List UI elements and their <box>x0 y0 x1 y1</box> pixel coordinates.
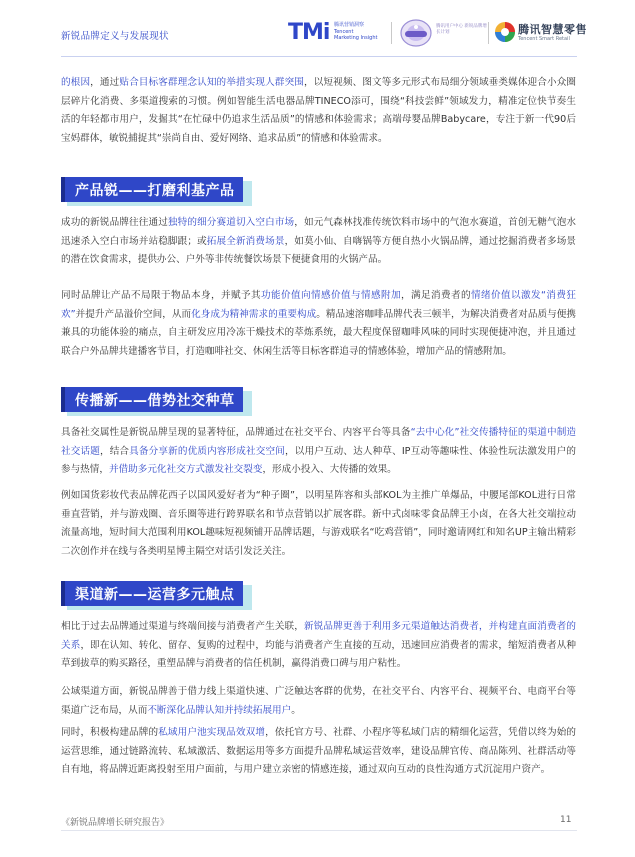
body-text: 。精品速溶咖啡品牌代表三顿半，为解决消费者对品质与便携兼具的功能体验的痛点，自主研发应用冷冻干燥技术的萃炼系统，最大程度保留咖啡风味的同时实现便捷冲泡，并且通过联合户外品牌共建播客节目，打造咖啡社交、休闲生活等目标客群追寻的情感体验，增加产品的情感附加。 <box>61 308 577 357</box>
paragraph <box>61 618 576 674</box>
body-text: 公域渠道方面，新锐品牌善于借力线上渠道快速、广泛触达客群的优势，在社交平台、内容平台、视频平台、电商平台等渠道广泛布局，从而 <box>61 686 576 716</box>
highlight-text: 功能价值向情感价值与情感附加 <box>261 290 402 301</box>
highlight-text: “去中心化”社交传播特征的渠道中制造社交话题 <box>61 427 576 457</box>
paragraph <box>61 74 576 148</box>
body-text: ，依托官方号、社群、小程序等私域门店的精细化运营，凭借以终为始的运营思维，通过链路流转、私域激活、数据运用等多方面提升品牌私域运营效率，建设品牌官传、商品陈列、社群活动等自有地，将品牌近距离投射至用户面前，与用户建立亲密的情感连接，通过双向互动的良性沟通方式沉淀用户资产。 <box>61 727 577 775</box>
smart-retail-name: 腾讯智慧零售 <box>518 23 587 36</box>
body-text: ，以用户互动、达人种草、IP互动等趣味性、体验性玩法激发用户的参与热情， <box>61 445 576 475</box>
highlight-text: 具备分享新的优质内容形成社交空间 <box>129 445 285 457</box>
paragraph <box>61 724 576 780</box>
highlight-text: 不断深化品牌认知并持续拓展用户 <box>147 704 292 716</box>
body-text: ，即在认知、转化、留存、复购的过程中，均能与消费者产生直接的互动，迅速回应消费者的需求，缩短消费者从种草到拔草的购买路径，重塑品牌与消费者的信任机制，赢得消费口碑与用户粘性。 <box>61 639 577 669</box>
section-title: 渠道新——运营多元触点 <box>75 587 235 603</box>
paragraph <box>61 214 576 270</box>
page-header <box>0 0 635 62</box>
body-text: 同时，积极构建品牌的 <box>61 727 159 738</box>
section-heading-accent <box>61 581 65 606</box>
logo-divider <box>391 22 392 44</box>
body-text: ，如莫小仙、自嗨锅等方便自热小火锅品牌，通过挖掘消费者多场景的潜在饮食需求，提供办公、户外等非传统餐饮场景下便捷食用的火锅产品。 <box>61 235 577 265</box>
highlight-text: 拓展全新消费场景 <box>206 235 285 247</box>
smart-retail-logo-icon <box>493 20 517 48</box>
body-text: 。 <box>291 704 301 716</box>
highlight-text: 情绪价值以激发“消费狂欢” <box>61 290 577 320</box>
body-text: ，以短视频、图文等多元形式布局细分领域垂类媒体迎合小众圈层碎片化消费、多渠道搜索的习惯。例如智能生活电器品牌TINECO添可，围绕“科技尝鲜”领域发力，精准定位快节奏生活的年轻都市用户，发掘其“在忙碌中仍追求生活品质”的情感和体验需求；高端母婴品牌Babycare，专注于新一代90后宝妈群体，敏锐捕捉其“崇尚自由、爱好网络、追求品质”的情感和体验需求。 <box>61 77 577 144</box>
section-heading-accent <box>61 387 65 412</box>
body-text: ，通过 <box>90 77 120 88</box>
body-text: 例如国货彩妆代表品牌花西子以国风爱好者为“种子圈”，以明星阵容和头部KOL为主推广单爆品，中腰尾部KOL进行日常垂直营销，并与游戏圈、音乐圈等进行跨界联名和节点营销以扩展客群。新中式卤味零食品牌王小卤，在各大社交端拉动流量高地，短时间大范围利用KOL趣味短视频铺开品牌话题，与游戏联名“吃鸡营销”，同时邀请网红和知名UP主输出精彩二次创作并在线与各类明星博主隔空对话引发泛关注。 <box>61 490 576 557</box>
body-text: ，满足消费者的 <box>401 290 472 301</box>
section-heading <box>61 581 251 606</box>
tmi-logo-text: 腾讯营销洞察 Tencent Marketing Insight <box>334 22 378 41</box>
report-title: 《新锐品牌增长研究报告》 <box>61 818 170 828</box>
page-number: 11 <box>560 815 572 825</box>
body-text: 同时品牌让产品不局限于物品本身，并赋予其 <box>61 290 262 301</box>
paragraph <box>61 683 576 720</box>
highlight-text: 私域用户池实现品效双增 <box>158 727 266 738</box>
body-text: 相比于过去品牌通过渠道与终端间接与消费者产生关联， <box>61 621 304 632</box>
body-text: 并提升产品溢价空间，从而 <box>75 308 192 320</box>
highlight-text: 化身成为精神需求的重要构成 <box>191 308 317 320</box>
section-heading <box>61 177 251 202</box>
section-heading-accent <box>61 177 65 202</box>
header-divider <box>61 56 577 57</box>
chapter-title: 新锐品牌定义与发展现状 <box>61 31 169 42</box>
logo-divider <box>488 22 489 44</box>
logo-bar <box>288 16 588 50</box>
section-title: 传播新——借势社交种草 <box>75 393 235 409</box>
highlight-text: 贴合目标客群理念认知的举措实现人群突围 <box>119 77 305 88</box>
highlight-text: 的根因 <box>61 77 91 88</box>
body-text: 具备社交属性是新锐品牌呈现的显著特征，品牌通过在社交平台、内容平台等具备 <box>61 427 411 438</box>
smart-retail-name-en: Tencent Smart Retail <box>518 36 570 42</box>
body-text: ，形成小投入、大传播的效果。 <box>262 464 397 475</box>
body-text: ，如元气森林找准传统饮料市场中的气泡水赛道，首创无糖气泡水迅速杀入空白市场并站稳脚跟；或 <box>61 217 577 247</box>
section-heading <box>61 387 251 412</box>
tmi-logo-mark: TMi <box>288 20 330 45</box>
growth-plan-badge-icon <box>399 18 433 52</box>
paragraph <box>61 487 576 561</box>
paragraph <box>61 424 576 480</box>
highlight-text: 独特的细分赛道切入空白市场 <box>167 217 295 228</box>
footer-divider <box>61 830 577 831</box>
body-text: 成功的新锐品牌往往通过 <box>61 217 168 228</box>
highlight-text: 新锐品牌更善于利用多元渠道触达消费者，并构建直面消费者的关系 <box>61 621 576 651</box>
growth-plan-text: 腾讯用户中心 新锐品牌增长计划 <box>436 24 487 35</box>
paragraph <box>61 287 576 361</box>
highlight-text: 并借助多元化社交方式激发社交裂变 <box>108 464 263 475</box>
body-text: ，结合 <box>99 445 130 457</box>
section-title: 产品锐——打磨利基产品 <box>75 183 235 199</box>
tmi-logo <box>288 20 329 45</box>
